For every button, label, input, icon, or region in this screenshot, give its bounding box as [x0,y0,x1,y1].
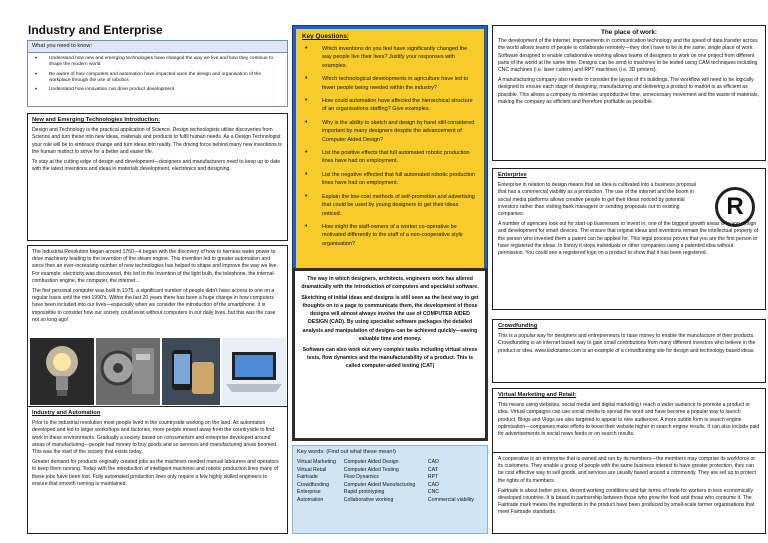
need-to-know-heading: What you need to know: [28,41,287,53]
keyword-cell: CAD [427,481,439,488]
question-item: • How might the staff-owners of a worker co-operative be motivated differently to the staff of a non-cooperative style organisation? [302,223,478,248]
keywords-table [297,459,483,504]
place-of-work-box [492,25,766,161]
keyword-cell: Automation [297,496,324,503]
keyword-cell: Crowdfunding [297,481,330,488]
key-questions-heading: Key Questions: [302,33,349,40]
question-item: • List the negative effected that full automated robotic production lines have had on employment. [302,171,478,188]
list-item: • Understand how innovation can drive product development [32,87,283,93]
keyword-cell: CAT [427,466,438,473]
automation-heading: Industry and Automation [32,410,101,416]
new-tech-box [27,113,288,241]
industrial-machine-image [96,338,160,405]
keyword-cell: RPT [427,474,439,480]
keyword-cell: Flow Dynamics [343,474,379,480]
keyword-cell: CNC [427,489,440,495]
keyword-cell: Rapid prototyping [343,489,385,495]
table-row [297,497,483,505]
cad-box [292,268,488,441]
automation-box [27,406,288,534]
key-questions-list [302,45,478,248]
question-item: • List the positive effects that full automated robotic production lines have had on employment. [302,149,478,166]
keyword-cell: Fairtrade [297,474,318,480]
table-row [297,467,483,475]
industrial-paragraph: The Industrial Revolution began around 1760—it began with the discovery of how to harness water power to drive machinery leading to the invention of the steam engine. This invention led to greater automation and since then an ever-increasing number of new technologies has helped to shape and improve the way we live. For example; electricity was discovered, this led to the invention of the light bulb, the telephone, the internal-combustion engine, the computer, the internet... [32,249,278,284]
enterprise-heading: Enterprise [498,172,527,178]
keywords-heading: Key words: (Find out what these mean!) [297,449,396,455]
new-tech-paragraph: Design and Technology is the practical application of Science. Design technologists utilise discoveries from Science and turn these into new ideas, materials and products to fulfil human needs. As a Design Technologist your role will be to embrace change and turn ideas into reality. The driving force behind many new inventions is the human instinct to strive for a better and easier life. [32,127,282,155]
keyword-cell: Commercial viability [427,496,475,503]
fairtrade-paragraph: Fairtrade is about better prices, decent working conditions and fair terms of trade for workers in less economically developed countries. It is based in partnership between those who grow the food and those who consume it. The Fairtrade mark means the ingredients in the product have been produced by small-scale farmer organisations that meet Fairtrade standards. [498,487,755,516]
keyword-cell: Computer Aided Design [343,459,399,465]
automation-paragraph: Greater demand for products originally created jobs as the machines needed manual labourers and operators to keep them running. Today with the introduction of intelligent machines and robotic production lines many of these jobs have been lost. Fully automated production lines only require a few highly skilled engineers to ensure that smooth running is maintained. [32,459,279,487]
question-item: • How could automation have affected the hierarchical structure of an organisations staffing? Give examples. [302,97,478,114]
cooperative-paragraph: A cooperative is an enterprise that is owned and run by its members—the members may comprise its workforce or its customers. They enable a group of people with the same business interest to have greater protection, they can be cost effective way to sell goods, and services are usually based around a community. They are set up to protect the rights of its members. [498,456,756,484]
list-item: • Understand how new and emerging technologies have changed the way we live and how they continue to shape the modern world [32,56,283,68]
question-item: • Which technological developments in agriculture have led to fewer people being needed within the industry? [302,75,478,92]
place-of-work-heading: The place of work: [600,29,658,36]
new-tech-paragraph: To stay at the cutting edge of design and development—designers and manufacturers need to keep up to date with the latest inventions and ideas in materials development, electronics and designing. [32,159,281,173]
automation-paragraph: Prior to the industrial revolution most people lived in the countryside working on the land. As automation developed and led to larger workshops and factories, more people moved away from the countryside to find work in these environments. Gradually a society based on consumerism and enterprise developed around areas of manufacturing—people had money to buy goods and so services and manufacturing areas boomed. This was the start of the society that exists today. [32,420,278,456]
photo-strip [30,338,286,405]
need-to-know-list [28,53,287,93]
cooperative-box [492,452,766,534]
keyword-cell: Computer Aided Manufacturing [343,481,416,488]
industrial-paragraph: The first personal computer was built in 1975, a significant number of people didn't have access to one on a regular basis until the mid 1990's. Within the last 20 years there has been a huge change in how computers have been included into our lives—especially when we consider the introduction of the smartphone. It is impossible to consider how our society could exist without computers in our daily lives, but this was the case not so long ago! [32,288,276,323]
keyword-cell: Computer Aided Testing [343,466,399,473]
cad-intro: The way in which designers, architects, engineers work has altered dramatically with the introduction of computers and specialist software. [301,276,479,291]
crowdfunding-heading: Crowdfunding [498,323,538,329]
table-row [297,489,483,497]
question-item: • Why is the ability to sketch and design by hand still considered important by many designers despite the advancement of Computer Aided Design? [302,119,478,144]
place-of-work-paragraph: The development of the internet, improvements in communication technology and the speed of data transfer across the world allows teams of people to collaborate remotely—they don't have to be in the same, single place of work. Software designed to enable collaborative working allows teams of designers to work on one project from different parts of the world at the same time. Designs can be send to machines to be tested using CAM techniques including CNC machines (i.e. laser cutters) and RPT machines (i.e. 3D printers). [498,38,758,74]
new-tech-heading: New and Emerging Technologies Introduction: [32,117,161,123]
keyword-cell: Enterprise [297,489,321,495]
question-item: • Explain the low-cost methods of self-promotion and advertising that could be used by young designers to get their ideas noticed. [302,193,478,218]
keyword-cell: Virtual Marketing [297,459,336,465]
light-bulb-image [30,338,94,405]
laptop-image [222,338,286,405]
table-row [297,459,483,467]
enterprise-box [492,168,766,310]
crowdfunding-box [492,319,766,383]
virtual-marketing-box [492,388,766,454]
crowdfunding-text: This is a popular way for designers and entrepreneurs to raise money to enable the manufacture of their products. Crowdfunding is an internet based way to gain small contributions from many different investors who believe in the product or idea. www.kickstarter.com is an example of a crowdfunding site for design and technology based ideas. [498,333,756,354]
mobile-phone-image [162,338,220,405]
page-title: Industry and Enterprise [28,23,163,37]
virtual-marketing-text: This means using websites, social media and digital marketing t reach a wider audience to promote a product or idea. Virtual campaigns can use social media to spread the word and have become a popular way to launch product. Blogs and Vlogs are also targeted to appeal to new audiences. A more subtle form is search engine optimisation—companies make efforts to boost their website higher in search engine results. It can also include paid for advertisements in social news feeds or on search results. [498,402,760,438]
enterprise-paragraph: A number of agencies look out for start-up businesses to invest in, one of the biggest growth areas is in app design and development for smart devices. The ensure that original ideas and inventions remain the intellectual property of the person who invented them a patent can be applied for. This legal process proves that you are the first person to have registered the ideas. In theory it stops individuals or other companies using a patented idea without permission. You could see a registered logo on a product to show that it has been registered. [498,221,759,257]
virtual-marketing-heading: Virtual Marketing and Retail: [498,392,577,398]
place-of-work-paragraph: A manufacturing company also needs to consider the layout of it's buildings. The workflow will need to be logically designed to ensure each stage of designing, manufacturing and delivering a product to market is as efficient as possible. This allows a company to minimise unproductive time, unnecessary movement and the waste of materials, making the company as efficient and therefore profitable as possible. [498,77,759,105]
cad-body: Sketching of initial ideas and designs is still seen as the best way to get thoughts on to a page to communicate them, the development of those designs will almost always involve the use of COMPUTER AIDED DESIGN (CAD). By using specialist software packages the detailed analysis and manipulation of designs can be achieved quickly—saving valuable time and money. [301,295,479,342]
table-row [297,474,483,482]
need-to-know-box [27,40,288,107]
enterprise-paragraph: Enterprise in relation to design means that an idea is cultivated into a business proposal that has a commercial viability as a production. The use of the internet and the boom in social media platforms allows creative people to get their ideas noticed by potential investors rather than visiting bank managers or sending proposals out to existing companies. [498,182,696,218]
cad-cat: Software can also work out very complex tasks including virtual stress tests, flow dynamics and the manufacturability of a product. This is called computer-aided testing (CAT) [302,346,478,369]
list-item: • Be aware of how computers and automation have impacted upon the design and organisation of the workplace through the use of robotics [32,72,283,84]
table-row [297,482,483,490]
keyword-cell: CAD [427,459,439,465]
registered-mark-icon: R [715,187,755,227]
keyword-cell: Collaborative working [343,496,394,503]
question-item: • Which inventions do you feel have significantly changed the way people live their lives? Justify your responses with examples. [302,45,478,70]
keywords-box [292,445,488,534]
keyword-cell: Virtual Retail [297,466,327,473]
